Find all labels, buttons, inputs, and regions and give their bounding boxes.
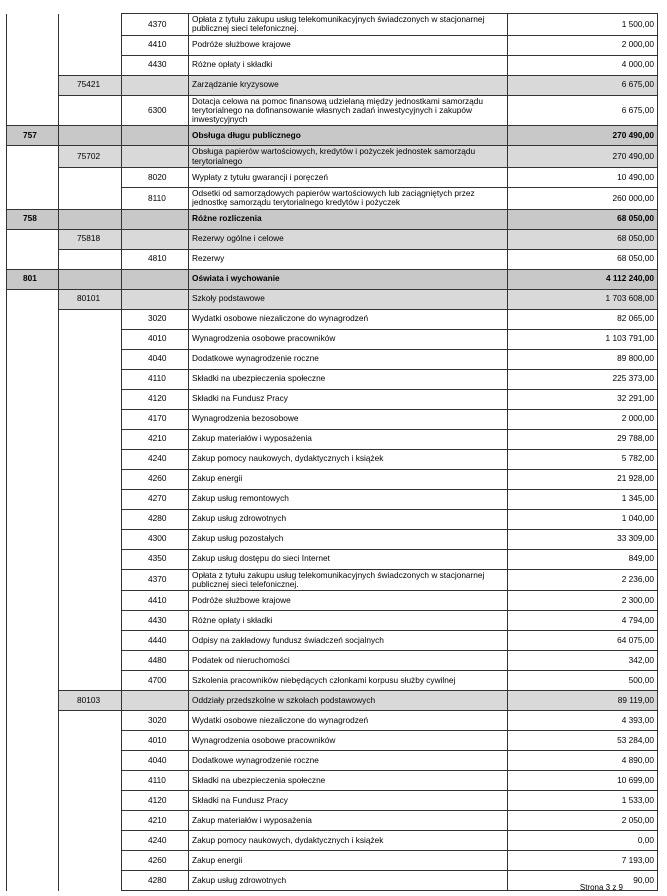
paragraf-row [7,55,658,75]
rozdzial-cell [59,771,122,791]
paragraf-cell: 4370 [122,14,189,36]
name-cell: Dodatkowe wynagrodzenie roczne [189,751,508,771]
paragraf-cell: 3020 [122,309,189,329]
paragraf-row [7,249,658,269]
paragraf-row [7,731,658,751]
rozdzial-cell [59,249,122,269]
paragraf-cell: 4480 [122,651,189,671]
amount-cell: 4 112 240,00 [508,269,658,289]
name-cell: Podróże służbowe krajowe [189,591,508,611]
dzial-cell [7,489,59,509]
amount-cell: 10 490,00 [508,167,658,187]
amount-cell: 2 000,00 [508,409,658,429]
paragraf-row [7,651,658,671]
dzial-cell [7,509,59,529]
paragraf-row [7,631,658,651]
dzial-cell: 758 [7,209,59,229]
name-cell: Wynagrodzenia osobowe pracowników [189,329,508,349]
paragraf-row [7,389,658,409]
name-cell: Opłata z tytułu zakupu usług telekomunikacyjnych świadczonych w stacjonarnej publicznej sieci telefonicznej. [189,14,508,36]
dzial-cell [7,369,59,389]
rozdzial-cell [59,187,122,209]
name-cell: Dotacja celowa na pomoc finansową udzielaną między jednostkami samorządu terytorialnego na dofinansowanie własnych zadań inwestycyjnych i zakupów inwestycyjnych [189,95,508,126]
paragraf-cell [122,289,189,309]
name-cell: Odsetki od samorządowych papierów wartościowych lub zaciągniętych przez jednostkę samorządu terytorialnego kredytów i pożyczek [189,187,508,209]
name-cell: Rezerwy ogólne i celowe [189,229,508,249]
paragraf-cell [122,126,189,146]
amount-cell: 64 075,00 [508,631,658,651]
name-cell: Składki na Fundusz Pracy [189,791,508,811]
name-cell: Zakup pomocy naukowych, dydaktycznych i książek [189,449,508,469]
amount-cell: 2 236,00 [508,569,658,591]
amount-cell: 32 291,00 [508,389,658,409]
amount-cell: 270 490,00 [508,126,658,146]
name-cell: Podatek od nieruchomości [189,651,508,671]
dzial-cell [7,631,59,651]
paragraf-row [7,14,658,36]
paragraf-cell: 4110 [122,369,189,389]
paragraf-row [7,469,658,489]
amount-cell: 89 119,00 [508,691,658,711]
rozdzial-cell [59,55,122,75]
name-cell: Odpisy na zakładowy fundusz świadczeń socjalnych [189,631,508,651]
dzial-cell [7,409,59,429]
paragraf-row [7,95,658,126]
paragraf-row [7,711,658,731]
paragraf-row [7,35,658,55]
paragraf-cell: 4260 [122,469,189,489]
paragraf-cell: 3020 [122,711,189,731]
amount-cell: 68 050,00 [508,229,658,249]
paragraf-cell: 4260 [122,851,189,871]
dzial-cell [7,871,59,891]
rozdzial-cell [59,549,122,569]
dzial-cell [7,671,59,691]
paragraf-cell: 4410 [122,591,189,611]
name-cell: Dodatkowe wynagrodzenie roczne [189,349,508,369]
amount-cell: 4 890,00 [508,751,658,771]
paragraf-row [7,771,658,791]
rozdzial-cell [59,851,122,871]
paragraf-cell: 4120 [122,791,189,811]
name-cell: Różne opłaty i składki [189,55,508,75]
name-cell: Zarządzanie kryzysowe [189,75,508,95]
dzial-cell [7,791,59,811]
dzial-row [7,269,658,289]
name-cell: Składki na ubezpieczenia społeczne [189,369,508,389]
name-cell: Różne rozliczenia [189,209,508,229]
paragraf-cell: 4270 [122,489,189,509]
rozdzial-cell [59,469,122,489]
rozdzial-row [7,75,658,95]
rozdzial-cell [59,349,122,369]
paragraf-cell [122,229,189,249]
paragraf-row [7,509,658,529]
amount-cell: 1 533,00 [508,791,658,811]
name-cell: Wydatki osobowe niezaliczone do wynagrodzeń [189,309,508,329]
name-cell: Obsługa długu publicznego [189,126,508,146]
name-cell: Obsługa papierów wartościowych, kredytów i pożyczek jednostek samorządu terytorialnego [189,146,508,168]
rozdzial-cell [59,871,122,891]
dzial-cell [7,731,59,751]
name-cell: Wypłaty z tytułu gwarancji i poręczeń [189,167,508,187]
rozdzial-cell: 75818 [59,229,122,249]
dzial-cell [7,831,59,851]
dzial-cell [7,529,59,549]
amount-cell: 4 794,00 [508,611,658,631]
name-cell: Zakup usług zdrowotnych [189,509,508,529]
amount-cell: 1 703 608,00 [508,289,658,309]
dzial-cell [7,75,59,95]
name-cell: Opłata z tytułu zakupu usług telekomunikacyjnych świadczonych w stacjonarnej publicznej sieci telefonicznej. [189,569,508,591]
rozdzial-cell [59,409,122,429]
rozdzial-cell [59,631,122,651]
amount-cell: 270 490,00 [508,146,658,168]
paragraf-cell: 4240 [122,449,189,469]
rozdzial-cell [59,509,122,529]
rozdzial-cell [59,791,122,811]
dzial-cell [7,187,59,209]
rozdzial-cell [59,731,122,751]
name-cell: Składki na Fundusz Pracy [189,389,508,409]
amount-cell: 10 699,00 [508,771,658,791]
dzial-cell [7,469,59,489]
paragraf-cell: 4440 [122,631,189,651]
paragraf-cell: 4110 [122,771,189,791]
amount-cell: 5 782,00 [508,449,658,469]
rozdzial-cell [59,811,122,831]
amount-cell: 89 800,00 [508,349,658,369]
name-cell: Wynagrodzenia osobowe pracowników [189,731,508,751]
dzial-cell [7,611,59,631]
dzial-cell: 801 [7,269,59,289]
dzial-cell [7,309,59,329]
paragraf-row [7,549,658,569]
paragraf-cell: 4280 [122,871,189,891]
name-cell: Zakup usług dostępu do sieci Internet [189,549,508,569]
paragraf-row [7,187,658,209]
paragraf-cell: 4300 [122,529,189,549]
paragraf-cell: 4370 [122,569,189,591]
paragraf-cell [122,209,189,229]
page-number: Strona 3 z 9 [579,883,623,892]
amount-cell: 1 345,00 [508,489,658,509]
amount-cell: 90,00 [508,871,658,891]
dzial-cell [7,14,59,36]
paragraf-row [7,791,658,811]
rozdzial-cell [59,611,122,631]
paragraf-cell: 4410 [122,35,189,55]
budget-document [6,13,657,891]
name-cell: Wynagrodzenia bezosobowe [189,409,508,429]
paragraf-cell [122,75,189,95]
name-cell: Wydatki osobowe niezaliczone do wynagrodzeń [189,711,508,731]
dzial-cell [7,329,59,349]
paragraf-cell: 4430 [122,55,189,75]
paragraf-cell: 8110 [122,187,189,209]
paragraf-row [7,871,658,891]
paragraf-row [7,167,658,187]
paragraf-cell: 4010 [122,329,189,349]
paragraf-row [7,329,658,349]
paragraf-row [7,591,658,611]
rozdzial-cell [59,126,122,146]
amount-cell: 68 050,00 [508,209,658,229]
amount-cell: 7 193,00 [508,851,658,871]
rozdzial-cell [59,429,122,449]
paragraf-row [7,309,658,329]
name-cell: Podróże służbowe krajowe [189,35,508,55]
amount-cell: 849,00 [508,549,658,569]
paragraf-cell [122,269,189,289]
name-cell: Zakup energii [189,851,508,871]
rozdzial-cell [59,711,122,731]
name-cell: Zakup pomocy naukowych, dydaktycznych i książek [189,831,508,851]
amount-cell: 1 500,00 [508,14,658,36]
dzial-cell [7,651,59,671]
dzial-cell [7,167,59,187]
paragraf-cell: 4010 [122,731,189,751]
name-cell: Różne opłaty i składki [189,611,508,631]
name-cell: Szkoły podstawowe [189,289,508,309]
name-cell: Zakup materiałów i wyposażenia [189,429,508,449]
dzial-cell [7,851,59,871]
rozdzial-cell [59,569,122,591]
paragraf-row [7,611,658,631]
paragraf-cell: 4350 [122,549,189,569]
paragraf-cell: 4040 [122,751,189,771]
dzial-cell [7,35,59,55]
paragraf-row [7,671,658,691]
rozdzial-cell [59,329,122,349]
amount-cell: 6 675,00 [508,95,658,126]
amount-cell: 4 393,00 [508,711,658,731]
name-cell: Zakup energii [189,469,508,489]
rozdzial-row [7,229,658,249]
amount-cell: 1 103 791,00 [508,329,658,349]
dzial-cell [7,289,59,309]
rozdzial-cell [59,671,122,691]
paragraf-cell [122,691,189,711]
dzial-cell [7,569,59,591]
name-cell: Zakup usług zdrowotnych [189,871,508,891]
paragraf-cell: 4240 [122,831,189,851]
paragraf-row [7,851,658,871]
rozdzial-cell [59,209,122,229]
rozdzial-cell [59,529,122,549]
dzial-cell [7,349,59,369]
rozdzial-cell [59,369,122,389]
paragraf-cell: 4210 [122,429,189,449]
dzial-cell [7,449,59,469]
dzial-cell [7,389,59,409]
paragraf-cell: 4040 [122,349,189,369]
amount-cell: 6 675,00 [508,75,658,95]
amount-cell: 342,00 [508,651,658,671]
paragraf-row [7,529,658,549]
rozdzial-cell [59,489,122,509]
rozdzial-row [7,146,658,168]
rozdzial-cell [59,35,122,55]
paragraf-row [7,751,658,771]
paragraf-row [7,569,658,591]
rozdzial-cell: 80103 [59,691,122,711]
paragraf-cell: 6300 [122,95,189,126]
paragraf-row [7,429,658,449]
rozdzial-cell [59,831,122,851]
rozdzial-cell [59,167,122,187]
dzial-cell [7,229,59,249]
paragraf-row [7,449,658,469]
amount-cell: 2 000,00 [508,35,658,55]
amount-cell: 500,00 [508,671,658,691]
rozdzial-row [7,691,658,711]
paragraf-cell: 8020 [122,167,189,187]
name-cell: Oświata i wychowanie [189,269,508,289]
rozdzial-cell [59,95,122,126]
name-cell: Rezerwy [189,249,508,269]
amount-cell: 21 928,00 [508,469,658,489]
paragraf-cell: 4210 [122,811,189,831]
paragraf-cell [122,146,189,168]
dzial-cell [7,249,59,269]
paragraf-row [7,409,658,429]
name-cell: Zakup usług remontowych [189,489,508,509]
dzial-cell [7,429,59,449]
paragraf-cell: 4170 [122,409,189,429]
amount-cell: 33 309,00 [508,529,658,549]
paragraf-row [7,349,658,369]
paragraf-row [7,369,658,389]
name-cell: Oddziały przedszkolne w szkołach podstawowych [189,691,508,711]
rozdzial-cell [59,389,122,409]
amount-cell: 4 000,00 [508,55,658,75]
rozdzial-cell [59,309,122,329]
dzial-cell [7,549,59,569]
rozdzial-row [7,289,658,309]
amount-cell: 225 373,00 [508,369,658,389]
dzial-cell: 757 [7,126,59,146]
amount-cell: 2 300,00 [508,591,658,611]
paragraf-cell: 4430 [122,611,189,631]
name-cell: Zakup materiałów i wyposażenia [189,811,508,831]
rozdzial-cell [59,14,122,36]
dzial-cell [7,591,59,611]
amount-cell: 82 065,00 [508,309,658,329]
dzial-cell [7,146,59,168]
amount-cell: 0,00 [508,831,658,851]
paragraf-cell: 4810 [122,249,189,269]
amount-cell: 260 000,00 [508,187,658,209]
rozdzial-cell [59,651,122,671]
rozdzial-cell: 80101 [59,289,122,309]
dzial-row [7,209,658,229]
dzial-cell [7,711,59,731]
name-cell: Zakup usług pozostałych [189,529,508,549]
rozdzial-cell [59,591,122,611]
budget-expenditure-table [6,13,658,891]
amount-cell: 1 040,00 [508,509,658,529]
paragraf-cell: 4120 [122,389,189,409]
paragraf-cell: 4280 [122,509,189,529]
paragraf-row [7,831,658,851]
dzial-cell [7,771,59,791]
dzial-cell [7,691,59,711]
dzial-cell [7,95,59,126]
paragraf-cell: 4700 [122,671,189,691]
rozdzial-cell: 75421 [59,75,122,95]
amount-cell: 2 050,00 [508,811,658,831]
rozdzial-cell: 75702 [59,146,122,168]
rozdzial-cell [59,269,122,289]
amount-cell: 29 788,00 [508,429,658,449]
rozdzial-cell [59,449,122,469]
table-body [7,14,658,891]
dzial-row [7,126,658,146]
dzial-cell [7,811,59,831]
paragraf-row [7,489,658,509]
amount-cell: 53 284,00 [508,731,658,751]
amount-cell: 68 050,00 [508,249,658,269]
name-cell: Składki na ubezpieczenia społeczne [189,771,508,791]
dzial-cell [7,751,59,771]
rozdzial-cell [59,751,122,771]
dzial-cell [7,55,59,75]
name-cell: Szkolenia pracowników niebędących członkami korpusu służby cywilnej [189,671,508,691]
paragraf-row [7,811,658,831]
